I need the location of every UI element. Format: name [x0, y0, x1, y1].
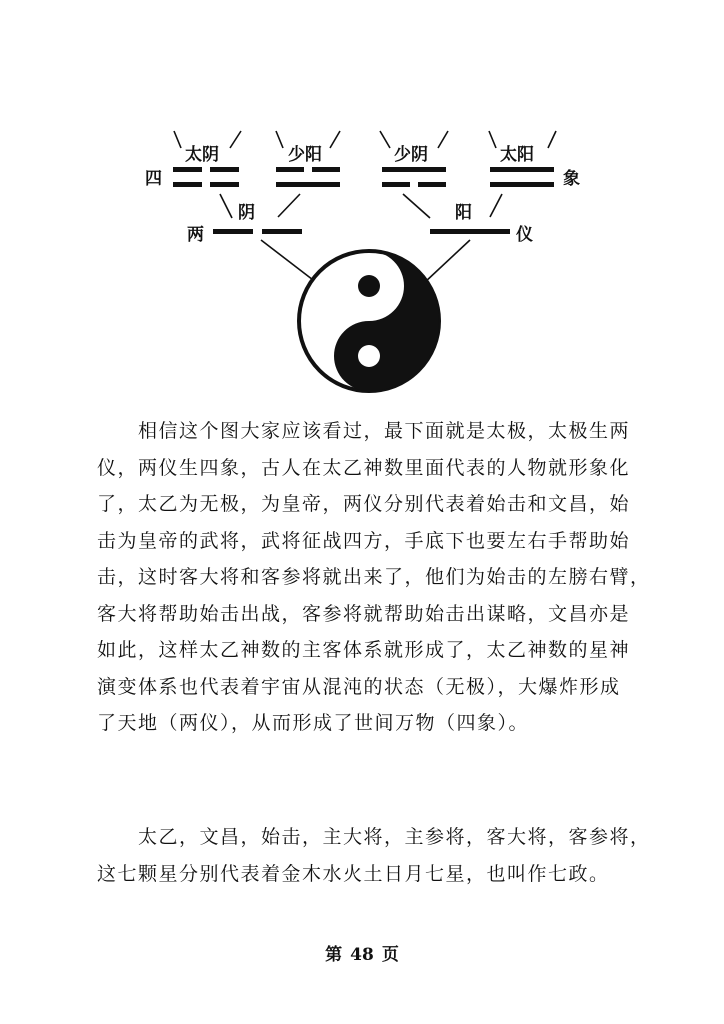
paragraph-line: 仪，两仪生四象，古人在太乙神数里面代表的人物就形象化 — [97, 456, 631, 479]
body-paragraph-1 — [97, 413, 651, 742]
label-tai-yang: 太阳 — [500, 145, 534, 165]
page-number-value: 48 — [350, 945, 374, 965]
label-liang: 两 — [187, 225, 204, 245]
yin-yang-four-images-diagram — [0, 0, 724, 400]
page-number-prefix: 第 — [325, 945, 343, 965]
page-number — [0, 940, 724, 965]
paragraph-line: 了天地（两仪），从而形成了世间万物（四象）。 — [97, 712, 530, 734]
paragraph-line: 太乙，文昌，始击，主大将，主参将，客大将，客参将， — [97, 826, 651, 848]
paragraph-line: 击，这时客大将和客参将就出来了，他们为始击的左膀右臂， — [97, 566, 651, 588]
label-xiang: 象 — [563, 169, 580, 189]
paragraph-line: 如此，这样太乙神数的主客体系就形成了，太乙神数的星神 — [97, 639, 631, 661]
label-si: 四 — [145, 169, 162, 189]
paragraph-line: 相信这个图大家应该看过，最下面就是太极，太极生两 — [97, 420, 631, 442]
paragraph-line: 演变体系也代表着宇宙从混沌的状态（无极），大爆炸形成 — [97, 675, 621, 698]
paragraph-line: 这七颗星分别代表着金木水火土日月七星，也叫作七政。 — [97, 862, 610, 885]
paragraph-line: 客大将帮助始击出战，客参将就帮助始击出谋略，文昌亦是 — [97, 602, 631, 625]
label-tai-yin: 太阴 — [185, 145, 219, 165]
body-paragraph-2 — [97, 819, 651, 892]
label-shao-yin: 少阴 — [394, 145, 428, 165]
taiji-symbol — [299, 251, 439, 391]
page-number-suffix: 页 — [381, 945, 399, 965]
four-images-bars — [173, 167, 554, 187]
two-modes-bars — [213, 229, 510, 234]
paragraph-line: 击为皇帝的武将，武将征战四方，手底下也要左右手帮助始 — [97, 529, 631, 552]
label-shao-yang: 少阳 — [288, 145, 322, 165]
label-yi: 仪 — [516, 225, 533, 245]
label-yang: 阳 — [455, 203, 472, 223]
paragraph-line: 了，太乙为无极，为皇帝，两仪分别代表着始击和文昌，始 — [97, 493, 631, 515]
label-yin: 阴 — [238, 203, 255, 223]
